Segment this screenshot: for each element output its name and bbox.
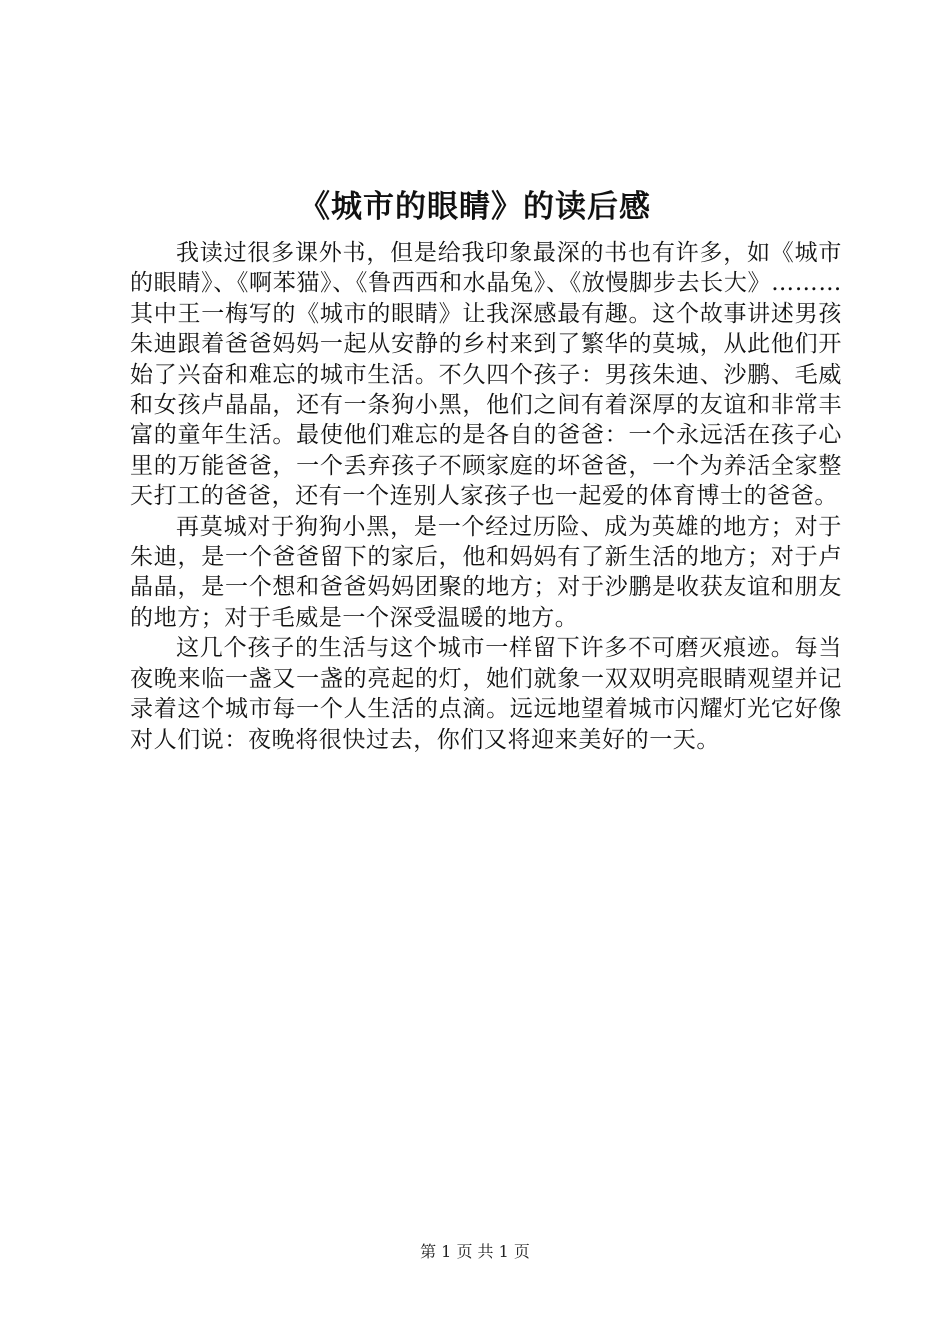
document-title: 《城市的眼睛》的读后感	[299, 189, 651, 225]
document-body	[130, 238, 842, 755]
paragraph-2: 再莫城对于狗狗小黑，是一个经过历险、成为英雄的地方；对于朱迪，是一个爸爸留下的家后，他和妈妈有了新生活的地方；对于卢晶晶，是一个想和爸爸妈妈团聚的地方；对于沙鹏是收获友谊和朋友的地方；对于毛威是一个深受温暖的地方。	[130, 513, 842, 631]
page-footer: 第 1 页 共 1 页	[420, 1242, 530, 1261]
paragraph-3: 这几个孩子的生活与这个城市一样留下许多不可磨灭痕迹。每当夜晚来临一盏又一盏的亮起的灯，她们就象一双双明亮眼睛观望并记录着这个城市每一个人生活的点滴。远远地望着城市闪耀灯光它好像对人们说：夜晚将很快过去，你们又将迎来美好的一天。	[130, 635, 842, 753]
paragraph-1: 我读过很多课外书，但是给我印象最深的书也有许多，如《城市的眼睛》、《啊苯猫》、《鲁西西和水晶兔》、《放慢脚步去长大》………其中王一梅写的《城市的眼睛》让我深感最有趣。这个故事讲述男孩朱迪跟着爸爸妈妈一起从安静的乡村来到了繁华的莫城，从此他们开始了兴奋和难忘的城市生活。不久四个孩子：男孩朱迪、沙鹏、毛威和女孩卢晶晶，还有一条狗小黑，他们之间有着深厚的友谊和非常丰富的童年生活。最使他们难忘的是各自的爸爸：一个永远活在孩子心里的万能爸爸，一个丢弃孩子不顾家庭的坏爸爸，一个为养活全家整天打工的爸爸，还有一个连别人家孩子也一起爱的体育博士的爸爸。	[130, 240, 842, 510]
